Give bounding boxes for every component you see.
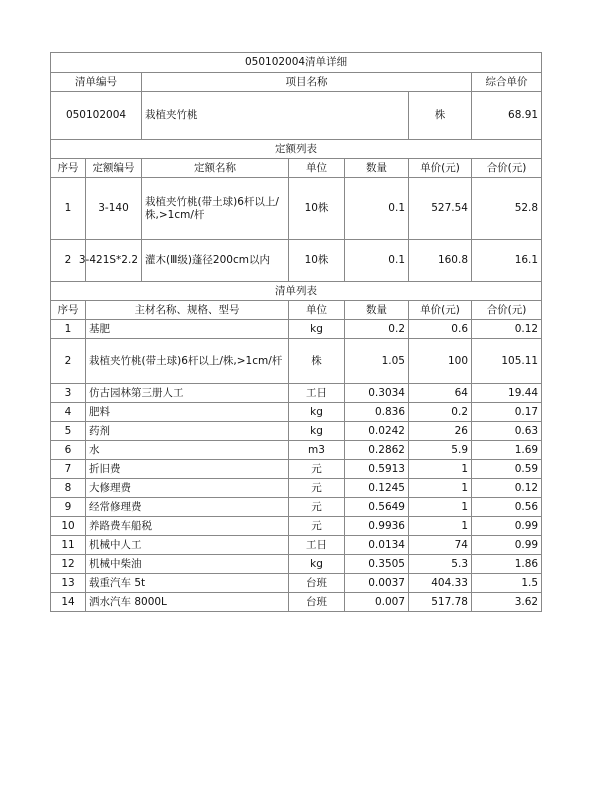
material-row bbox=[51, 384, 542, 403]
material-unit: 株 bbox=[289, 339, 345, 384]
sheet-title: 050102004清单详细 bbox=[51, 53, 542, 73]
material-row bbox=[51, 339, 542, 384]
material-row bbox=[51, 479, 542, 498]
material-row bbox=[51, 403, 542, 422]
material-col-total: 合价(元) bbox=[472, 301, 542, 320]
material-total: 0.56 bbox=[472, 498, 542, 517]
quota-col-no: 序号 bbox=[51, 159, 86, 178]
quota-row bbox=[51, 178, 542, 240]
material-price: 26 bbox=[409, 422, 472, 441]
item-name-cell bbox=[142, 92, 472, 140]
material-total: 19.44 bbox=[472, 384, 542, 403]
material-name: 机械中人工 bbox=[86, 536, 289, 555]
material-col-name: 主材名称、规格、型号 bbox=[86, 301, 289, 320]
material-price: 5.9 bbox=[409, 441, 472, 460]
material-name: 栽植夹竹桃(带土球)6杆以上/株,>1cm/杆 bbox=[86, 339, 289, 384]
item-price: 68.91 bbox=[472, 92, 542, 140]
quota-code: 3-421S*2.2 bbox=[86, 240, 142, 282]
material-qty: 0.836 bbox=[345, 403, 409, 422]
quota-code: 3-140 bbox=[86, 178, 142, 240]
material-qty: 0.0242 bbox=[345, 422, 409, 441]
quota-total: 52.8 bbox=[472, 178, 542, 240]
material-row bbox=[51, 460, 542, 479]
material-name: 养路费车船税 bbox=[86, 517, 289, 536]
material-total: 1.5 bbox=[472, 574, 542, 593]
material-total: 0.12 bbox=[472, 479, 542, 498]
material-no: 3 bbox=[51, 384, 86, 403]
quota-name: 栽植夹竹桃(带土球)6杆以上/株,>1cm/杆 bbox=[142, 178, 289, 240]
material-no: 4 bbox=[51, 403, 86, 422]
quota-col-total: 合价(元) bbox=[472, 159, 542, 178]
quota-section-title: 定额列表 bbox=[51, 140, 542, 159]
material-qty: 0.2 bbox=[345, 320, 409, 339]
material-row bbox=[51, 422, 542, 441]
quota-qty: 0.1 bbox=[345, 240, 409, 282]
material-unit: 元 bbox=[289, 460, 345, 479]
quota-row bbox=[51, 240, 542, 282]
item-code: 050102004 bbox=[51, 92, 142, 140]
quota-qty: 0.1 bbox=[345, 178, 409, 240]
material-name: 经常修理费 bbox=[86, 498, 289, 517]
material-qty: 0.0134 bbox=[345, 536, 409, 555]
material-name: 载重汽车 5t bbox=[86, 574, 289, 593]
material-price: 1 bbox=[409, 460, 472, 479]
material-price: 517.78 bbox=[409, 593, 472, 612]
material-col-price: 单价(元) bbox=[409, 301, 472, 320]
material-name: 折旧费 bbox=[86, 460, 289, 479]
material-no: 2 bbox=[51, 339, 86, 384]
material-unit: 工日 bbox=[289, 536, 345, 555]
material-row bbox=[51, 574, 542, 593]
material-qty: 0.9936 bbox=[345, 517, 409, 536]
quota-price: 160.8 bbox=[409, 240, 472, 282]
material-unit: 台班 bbox=[289, 593, 345, 612]
material-col-qty: 数量 bbox=[345, 301, 409, 320]
quota-total: 16.1 bbox=[472, 240, 542, 282]
material-row bbox=[51, 441, 542, 460]
material-total: 105.11 bbox=[472, 339, 542, 384]
item-name: 栽植夹竹桃 bbox=[145, 109, 198, 121]
material-total: 0.59 bbox=[472, 460, 542, 479]
quota-price: 527.54 bbox=[409, 178, 472, 240]
material-col-unit: 单位 bbox=[289, 301, 345, 320]
material-name: 基肥 bbox=[86, 320, 289, 339]
material-unit: kg bbox=[289, 320, 345, 339]
material-unit: 工日 bbox=[289, 384, 345, 403]
material-row bbox=[51, 536, 542, 555]
material-qty: 0.1245 bbox=[345, 479, 409, 498]
material-qty: 0.5649 bbox=[345, 498, 409, 517]
material-price: 74 bbox=[409, 536, 472, 555]
material-no: 8 bbox=[51, 479, 86, 498]
quota-unit: 10株 bbox=[289, 240, 345, 282]
material-qty: 0.007 bbox=[345, 593, 409, 612]
material-price: 1 bbox=[409, 479, 472, 498]
quota-no: 2 bbox=[51, 240, 86, 282]
material-qty: 0.2862 bbox=[345, 441, 409, 460]
material-row bbox=[51, 498, 542, 517]
quota-col-code: 定额编号 bbox=[86, 159, 142, 178]
material-name: 洒水汽车 8000L bbox=[86, 593, 289, 612]
material-unit: m3 bbox=[289, 441, 345, 460]
material-name: 大修理费 bbox=[86, 479, 289, 498]
material-price: 0.2 bbox=[409, 403, 472, 422]
material-price: 1 bbox=[409, 517, 472, 536]
material-row bbox=[51, 593, 542, 612]
material-total: 0.17 bbox=[472, 403, 542, 422]
detail-table bbox=[50, 52, 542, 612]
material-section-title: 清单列表 bbox=[51, 282, 542, 301]
material-unit: 元 bbox=[289, 479, 345, 498]
material-name: 仿古园林第三册人工 bbox=[86, 384, 289, 403]
material-price: 404.33 bbox=[409, 574, 472, 593]
quota-unit: 10株 bbox=[289, 178, 345, 240]
material-unit: 元 bbox=[289, 517, 345, 536]
material-no: 9 bbox=[51, 498, 86, 517]
material-price: 1 bbox=[409, 498, 472, 517]
detail-sheet bbox=[50, 52, 541, 612]
material-name: 机械中柴油 bbox=[86, 555, 289, 574]
quota-col-unit: 单位 bbox=[289, 159, 345, 178]
name-header: 项目名称 bbox=[142, 73, 472, 92]
material-price: 5.3 bbox=[409, 555, 472, 574]
quota-col-qty: 数量 bbox=[345, 159, 409, 178]
material-qty: 0.3034 bbox=[345, 384, 409, 403]
material-no: 1 bbox=[51, 320, 86, 339]
material-row bbox=[51, 517, 542, 536]
code-header: 清单编号 bbox=[51, 73, 142, 92]
material-qty: 0.0037 bbox=[345, 574, 409, 593]
material-unit: kg bbox=[289, 403, 345, 422]
material-price: 100 bbox=[409, 339, 472, 384]
material-no: 10 bbox=[51, 517, 86, 536]
quota-name: 灌木(Ⅲ级)蓬径200cm以内 bbox=[142, 240, 289, 282]
material-unit: kg bbox=[289, 555, 345, 574]
quota-col-name: 定额名称 bbox=[142, 159, 289, 178]
material-no: 5 bbox=[51, 422, 86, 441]
material-no: 11 bbox=[51, 536, 86, 555]
price-header: 综合单价 bbox=[472, 73, 542, 92]
material-price: 64 bbox=[409, 384, 472, 403]
quota-col-price: 单价(元) bbox=[409, 159, 472, 178]
material-total: 0.99 bbox=[472, 517, 542, 536]
material-row bbox=[51, 320, 542, 339]
material-name: 肥料 bbox=[86, 403, 289, 422]
material-name: 水 bbox=[86, 441, 289, 460]
material-qty: 0.5913 bbox=[345, 460, 409, 479]
material-name: 药剂 bbox=[86, 422, 289, 441]
quota-no: 1 bbox=[51, 178, 86, 240]
item-unit: 株 bbox=[408, 92, 471, 139]
material-total: 0.63 bbox=[472, 422, 542, 441]
material-unit: kg bbox=[289, 422, 345, 441]
material-total: 1.86 bbox=[472, 555, 542, 574]
material-unit: 台班 bbox=[289, 574, 345, 593]
material-no: 12 bbox=[51, 555, 86, 574]
material-total: 0.99 bbox=[472, 536, 542, 555]
material-total: 3.62 bbox=[472, 593, 542, 612]
material-no: 6 bbox=[51, 441, 86, 460]
material-unit: 元 bbox=[289, 498, 345, 517]
material-no: 13 bbox=[51, 574, 86, 593]
material-row bbox=[51, 555, 542, 574]
material-no: 14 bbox=[51, 593, 86, 612]
material-total: 1.69 bbox=[472, 441, 542, 460]
material-qty: 0.3505 bbox=[345, 555, 409, 574]
material-no: 7 bbox=[51, 460, 86, 479]
material-total: 0.12 bbox=[472, 320, 542, 339]
material-col-no: 序号 bbox=[51, 301, 86, 320]
material-qty: 1.05 bbox=[345, 339, 409, 384]
material-price: 0.6 bbox=[409, 320, 472, 339]
